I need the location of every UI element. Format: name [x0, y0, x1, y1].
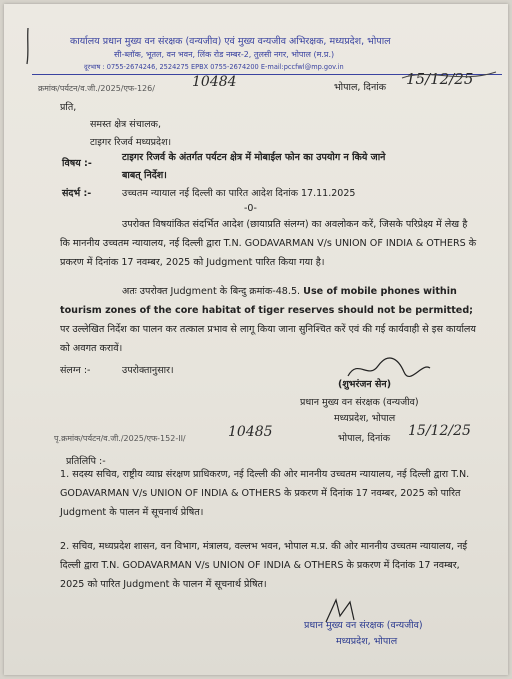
copy-item-2: 2. सचिव, मध्यप्रदेश शासन, वन विभाग, मंत्रालय, वल्लभ भवन, भोपाल म.प्र. की ओर माननीय उच्चतम न्यायालय, नई दिल्ली द्वारा T.N. GODAVARMAN V/s UNION OF INDIA & OTHERS के प्रकरण में दिनांक 17 नवम्बर, 2025 को पारित Judgment के पालन में सूचनार्थ प्रेषित। [60, 541, 468, 590]
margin-pen-mark [22, 26, 34, 66]
signatory-title-2: मध्यप्रदेश, भोपाल [334, 413, 396, 424]
subject-line2: बाबत् निर्देश। [122, 170, 167, 181]
copy-label: प्रतिलिपि :- [66, 456, 106, 467]
signatory-title-1: प्रधान मुख्य वन संरक्षक (वन्यजीव) [300, 397, 419, 408]
endorsement-date-handwritten: 15/12/25 [408, 423, 471, 439]
stamp-title-2: मध्यप्रदेश, भोपाल [336, 636, 398, 647]
subject-label: विषय :- [62, 158, 92, 169]
letter-date-label: भोपाल, दिनांक [334, 82, 387, 93]
paragraph-2 [60, 282, 480, 358]
letter-date-handwritten: 15/12/25 [406, 70, 474, 88]
letterhead-address: सी-ब्लॉक, भूतल, वन भवन, लिंक रोड नम्बर-2, तुलसी नगर, भोपाल (म.प्र.) [114, 50, 335, 59]
endorsement-ref-number: 10485 [228, 424, 273, 440]
letterhead-title: कार्यालय प्रधान मुख्य वन संरक्षक (वन्यजीव) एवं मुख्य वन्यजीव अभिरक्षक, मध्यप्रदेश, भोपाल [70, 36, 391, 47]
letter-ref: क्रमांक/पर्यटन/व.जी./2025/एफ-126/ [38, 84, 155, 93]
letterhead-contact: दूरभाष : 0755-2674246, 2524275 EPBX 0755-2674200 E-mail:pccfwl@mp.gov.in [84, 63, 344, 71]
copy-item-1: 1. सदस्य सचिव, राष्ट्रीय व्याघ्र संरक्षण प्राधिकरण, नई दिल्ली की ओर माननीय उच्चतम न्यायालय, नई दिल्ली द्वारा T.N. GODAVARMAN V/s UNION OF INDIA & OTHERS के प्रकरण में दिनांक 17 नवम्बर, 2025 को पारित Judgment के पालन में सूचनार्थ प्रेषित। [60, 469, 470, 518]
enclosure-label: संलग्न :- [60, 365, 91, 376]
stamp-title-1: प्रधान मुख्य वन संरक्षक (वन्यजीव) [304, 620, 423, 631]
reference-text: उच्चतम न्यायाल नई दिल्ली का पारित आदेश दिनांक 17.11.2025 [122, 188, 356, 199]
separator: -0- [244, 203, 257, 214]
reference-label: संदर्भ :- [62, 188, 92, 199]
endorsement-ref: पृ.क्रमांक/पर्यटन/व.जी./2025/एफ-152-II/ [54, 434, 186, 443]
paragraph-2-end: पर उल्लेखित निर्देश का पालन कर तत्काल प्रभाव से लागू किया जाना सुनिश्चित करें एवं की गई कार्यवाही से इस कार्यालय को अवगत करावें। [60, 324, 476, 354]
date-scribble [400, 64, 500, 86]
addressee-line1: समस्त क्षेत्र संचालक, [90, 119, 161, 130]
enclosure-text: उपरोक्तानुसार। [122, 365, 174, 376]
paragraph-2-start: अतः उपरोक्त Judgment के बिन्दु क्रमांक-48.5. [122, 286, 304, 297]
signatory-name: (शुभरंजन सेन) [338, 379, 392, 390]
letter-ref-number: 10484 [192, 74, 237, 90]
addressee-line2: टाइगर रिजर्व मध्यप्रदेश। [90, 137, 172, 148]
addressee-prati: प्रति, [60, 102, 77, 113]
paragraph-2-directive: Use of mobile phones within tourism zones of the core habitat of tiger reserves should not be permitted; [60, 286, 474, 316]
subject-line1: टाइगर रिजर्व के अंतर्गत पर्यटन क्षेत्र में मोबाईल फोन का उपयोग न किये जाने [122, 152, 386, 163]
paragraph-1: उपरोक्त विषयांकित संदर्भित आदेश (छायाप्रति संलग्न) का अवलोकन करें, जिसके परिप्रेक्ष्य में लेख है कि माननीय उच्चतम न्यायालय, नई दिल्ली द्वारा T.N. GODAVARMAN V/s UNION OF INDIA & OTHERS के प्रकरण में दिनांक 17 नवम्बर, 2025 को Judgment पारित किया गया है। [60, 219, 477, 268]
document-page [4, 4, 508, 675]
endorsement-date-label: भोपाल, दिनांक [338, 433, 391, 444]
